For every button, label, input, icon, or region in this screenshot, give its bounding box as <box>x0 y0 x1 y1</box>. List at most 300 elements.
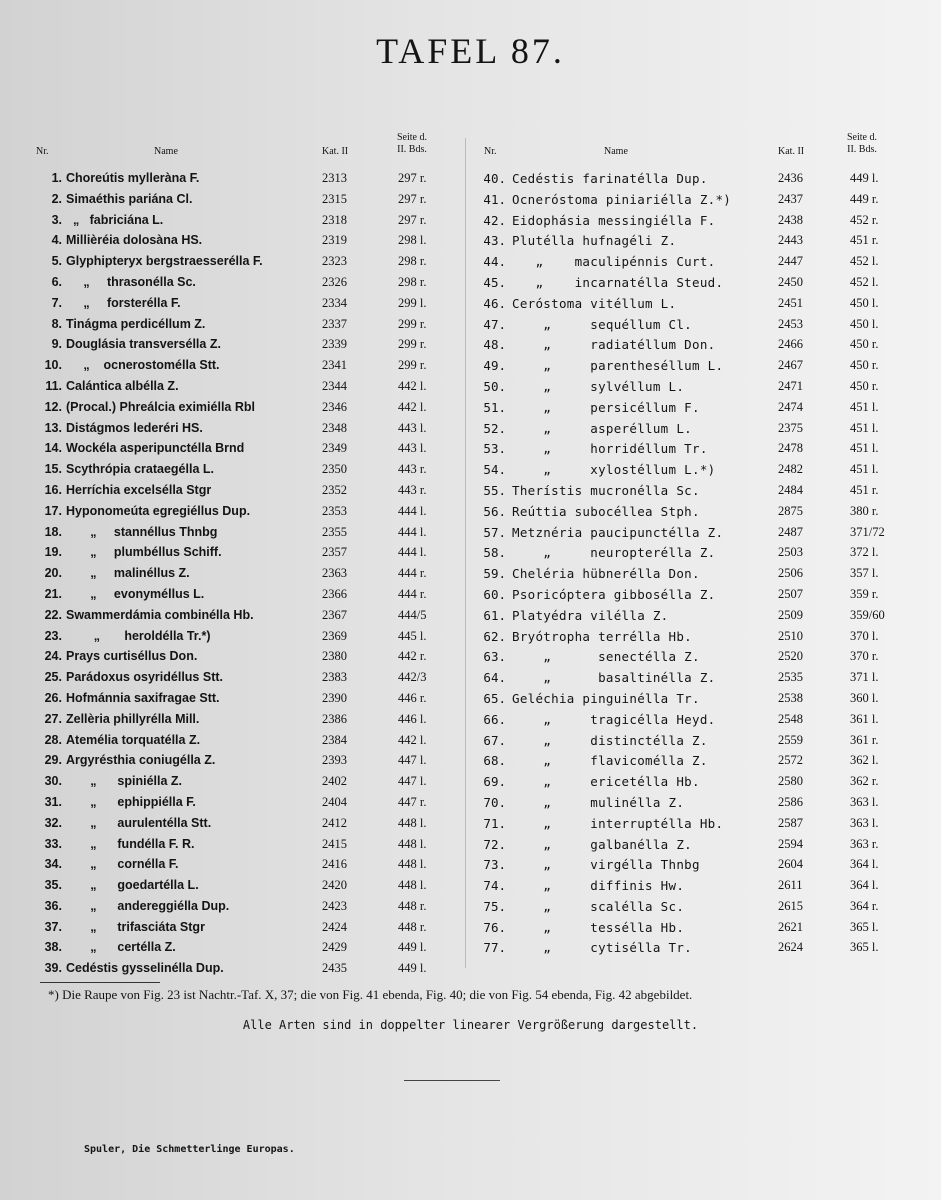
species-name: Scythrópia crataegélla L. <box>66 462 214 477</box>
page-reference: 299 r. <box>398 337 427 352</box>
row-number: 37. <box>44 919 62 934</box>
row-number: 18. <box>44 524 62 539</box>
catalog-number: 2355 <box>322 524 347 539</box>
page-reference: 446 l. <box>398 711 427 726</box>
species-name: „ tessélla Hb. <box>512 919 685 935</box>
table-row <box>30 272 450 293</box>
row-number: 23. <box>44 628 62 643</box>
page-reference: 443 l. <box>398 420 427 435</box>
species-name: Cedéstis gysselinélla Dup. <box>66 961 224 976</box>
catalog-number: 2352 <box>322 482 347 497</box>
row-number: 34. <box>44 857 62 872</box>
species-table-right <box>478 128 918 958</box>
catalog-number: 2375 <box>778 420 803 435</box>
table-row <box>478 917 918 938</box>
separator-rule <box>404 1080 500 1081</box>
catalog-number: 2383 <box>322 670 347 685</box>
row-number: 17. <box>44 503 62 518</box>
page-reference: 444 r. <box>398 566 427 581</box>
catalog-number: 2535 <box>778 670 803 685</box>
row-number: 54. <box>483 462 506 478</box>
table-row <box>478 522 918 543</box>
species-name: Ocneróstoma piniariélla Z.*) <box>512 191 732 207</box>
species-name: „ parentheséllum L. <box>512 358 724 374</box>
species-name: Psoricóptera gibbosélla Z. <box>512 586 716 602</box>
page-reference: 443 r. <box>398 482 427 497</box>
table-row <box>478 480 918 501</box>
footnote: *) Die Raupe von Fig. 23 ist Nachtr.-Taf. X, 37; die von Fig. 41 ebenda, Fig. 40; die von Fig. 54 ebenda, Fig. 42 abgebildet. <box>48 987 693 1002</box>
header-name: Name <box>154 146 178 157</box>
row-number: 35. <box>44 878 62 893</box>
page-reference: 359/60 <box>850 607 885 622</box>
row-number: 67. <box>483 732 506 748</box>
row-number: 71. <box>483 815 506 831</box>
catalog-number: 2313 <box>322 171 347 185</box>
species-name: „ thrasonélla Sc. <box>66 274 196 289</box>
catalog-number: 2471 <box>778 378 803 393</box>
table-row <box>30 750 450 771</box>
species-name: „ plumbéllus Schiff. <box>66 545 222 560</box>
row-number: 43. <box>483 233 506 249</box>
table-row <box>30 480 450 501</box>
species-name: „ spiniélla Z. <box>66 774 182 789</box>
row-number: 63. <box>483 649 506 665</box>
row-number: 48. <box>483 337 506 353</box>
page-reference: 444 r. <box>398 586 427 601</box>
catalog-number: 2424 <box>322 919 347 934</box>
table-header <box>478 128 918 168</box>
header-seite-line1: Seite d. <box>847 132 877 143</box>
table-row <box>30 584 450 605</box>
catalog-number: 2357 <box>322 545 347 560</box>
table-row <box>478 937 918 958</box>
row-number: 24. <box>44 649 62 664</box>
catalog-number: 2478 <box>778 441 803 456</box>
page-reference: 364 l. <box>850 878 879 893</box>
footnote-rule <box>40 982 160 983</box>
row-number: 10. <box>44 358 62 373</box>
row-number: 72. <box>483 836 506 852</box>
table-row <box>30 293 450 314</box>
row-number: 73. <box>483 857 506 873</box>
catalog-number: 2350 <box>322 462 347 477</box>
catalog-number: 2348 <box>322 420 347 435</box>
row-number: 53. <box>483 441 506 457</box>
catalog-number: 2341 <box>322 358 347 373</box>
table-row <box>30 522 450 543</box>
page-reference: 365 l. <box>850 940 879 955</box>
page-reference: 448 l. <box>398 857 427 872</box>
table-row <box>30 813 450 834</box>
header-kat: Kat. II <box>778 146 805 157</box>
species-name: Millièréia dolosàna HS. <box>66 233 203 248</box>
header-seite-line1: Seite d. <box>397 132 427 143</box>
page-reference: 447 l. <box>398 774 427 789</box>
species-name: Parádoxus osyridéllus Stt. <box>66 670 223 685</box>
page-reference: 452 l. <box>850 254 879 269</box>
catalog-number: 2337 <box>322 316 347 331</box>
table-row <box>30 189 450 210</box>
page-reference: 448 r. <box>398 898 427 913</box>
table-row <box>478 459 918 480</box>
page-reference: 448 r. <box>398 919 427 934</box>
catalog-number: 2366 <box>322 586 347 601</box>
species-name: „ fundélla F. R. <box>66 836 195 851</box>
row-number: 5. <box>51 254 62 269</box>
species-name: „ basaltinélla Z. <box>512 670 716 686</box>
page-reference: 363 l. <box>850 815 879 830</box>
species-name: „ ocnerostomélla Stt. <box>66 358 220 373</box>
species-name: Zellèria phillyrélla Mill. <box>66 711 200 726</box>
page-reference: 442 r. <box>398 649 427 664</box>
species-name: „ stannéllus Thnbg <box>66 524 218 539</box>
species-name: „ horridéllum Tr. <box>512 441 708 457</box>
page-reference: 452 l. <box>850 274 879 289</box>
table-row <box>478 293 918 314</box>
catalog-number: 2604 <box>778 857 803 872</box>
page-reference: 442 l. <box>398 399 427 414</box>
row-number: 59. <box>483 566 506 582</box>
catalog-number: 2384 <box>322 732 347 747</box>
row-number: 41. <box>483 191 506 207</box>
catalog-number: 2467 <box>778 358 803 373</box>
row-number: 1. <box>51 171 62 185</box>
page-reference: 370 l. <box>850 628 879 643</box>
page-reference: 371 l. <box>850 670 879 685</box>
page-reference: 442/3 <box>398 670 427 685</box>
species-name: Argyrésthia coniugélla Z. <box>66 753 216 768</box>
row-number: 32. <box>44 815 62 830</box>
table-row <box>30 688 450 709</box>
row-number: 39. <box>44 961 62 976</box>
species-name: „ fabriciána L. <box>66 212 164 227</box>
species-name: „ maculipénnis Curt. <box>512 254 716 270</box>
table-row <box>30 917 450 938</box>
species-name: Swammerdámia combinélla Hb. <box>66 607 254 622</box>
catalog-number: 2447 <box>778 254 803 269</box>
catalog-number: 2344 <box>322 378 347 393</box>
species-name: Cedéstis farinatélla Dup. <box>512 171 708 186</box>
table-row <box>478 210 918 231</box>
species-name: „ certélla Z. <box>66 940 176 955</box>
catalog-number: 2548 <box>778 711 803 726</box>
catalog-number: 2339 <box>322 337 347 352</box>
page-reference: 448 l. <box>398 815 427 830</box>
species-name: „ xylostéllum L.*) <box>512 462 716 478</box>
table-row <box>30 834 450 855</box>
species-name: „ sylvéllum L. <box>512 378 685 394</box>
species-name: „ flavicomélla Z. <box>512 753 708 769</box>
table-row <box>478 771 918 792</box>
species-name: Calántica albélla Z. <box>66 378 179 393</box>
table-row <box>478 272 918 293</box>
catalog-number: 2319 <box>322 233 347 248</box>
species-name: Prays curtiséllus Don. <box>66 649 198 664</box>
catalog-number: 2506 <box>778 566 803 581</box>
table-row <box>478 626 918 647</box>
page-reference: 443 r. <box>398 462 427 477</box>
row-number: 33. <box>44 836 62 851</box>
header-seite-line2: II. Bds. <box>397 144 427 155</box>
species-name: Hofmánnia saxifragae Stt. <box>66 690 220 705</box>
catalog-number: 2386 <box>322 711 347 726</box>
table-row <box>478 896 918 917</box>
table-row <box>30 875 450 896</box>
page-reference: 449 l. <box>850 171 879 185</box>
species-table-left <box>30 128 450 979</box>
table-row <box>478 542 918 563</box>
species-list-left <box>30 168 450 979</box>
page-reference: 372 l. <box>850 545 879 560</box>
catalog-number: 2572 <box>778 753 803 768</box>
page-reference: 451 l. <box>850 441 879 456</box>
table-row <box>478 189 918 210</box>
header-nr: Nr. <box>484 146 497 157</box>
column-divider <box>465 138 466 968</box>
species-name: „ scalélla Sc. <box>512 898 685 914</box>
row-number: 6. <box>51 274 62 289</box>
catalog-number: 2369 <box>322 628 347 643</box>
row-number: 2. <box>51 191 62 206</box>
species-name: „ trifasciáta Stgr <box>66 919 205 934</box>
catalog-number: 2503 <box>778 545 803 560</box>
table-row <box>478 438 918 459</box>
page-reference: 452 r. <box>850 212 879 227</box>
catalog-number: 2423 <box>322 898 347 913</box>
catalog-number: 2334 <box>322 295 347 310</box>
species-name: „ diffinis Hw. <box>512 878 685 894</box>
row-number: 27. <box>44 711 62 726</box>
catalog-number: 2453 <box>778 316 803 331</box>
catalog-number: 2507 <box>778 586 803 601</box>
species-name: Herríchia excelsélla Stgr <box>66 482 212 497</box>
table-row <box>30 605 450 626</box>
row-number: 3. <box>51 212 62 227</box>
row-number: 56. <box>483 503 506 519</box>
row-number: 58. <box>483 545 506 561</box>
page-reference: 361 r. <box>850 732 879 747</box>
table-row <box>478 230 918 251</box>
page-reference: 449 l. <box>398 961 427 976</box>
table-row <box>30 646 450 667</box>
table-row <box>30 168 450 189</box>
row-number: 4. <box>51 233 62 248</box>
species-name: Cheléria hübnerélla Don. <box>512 566 700 582</box>
page-reference: 451 l. <box>850 399 879 414</box>
table-row <box>478 605 918 626</box>
species-name: Distágmos lederéri HS. <box>66 420 203 435</box>
page-reference: 449 r. <box>850 191 879 206</box>
catalog-number: 2509 <box>778 607 803 622</box>
page-reference: 447 l. <box>398 753 427 768</box>
page-title: TAFEL 87. <box>376 31 565 71</box>
header-seite-line2: II. Bds. <box>847 144 877 155</box>
catalog-number: 2443 <box>778 233 803 248</box>
catalog-number: 2429 <box>322 940 347 955</box>
row-number: 28. <box>44 732 62 747</box>
page-reference: 298 r. <box>398 254 427 269</box>
row-number: 46. <box>483 295 506 311</box>
row-number: 60. <box>483 586 506 602</box>
table-row <box>478 397 918 418</box>
species-name: Tinágma perdicéllum Z. <box>66 316 206 331</box>
table-row <box>30 251 450 272</box>
table-row <box>30 542 450 563</box>
table-row <box>30 438 450 459</box>
page-reference: 364 l. <box>850 857 879 872</box>
page-reference: 364 r. <box>850 898 879 913</box>
table-row <box>478 168 918 189</box>
catalog-number: 2402 <box>322 774 347 789</box>
table-row <box>30 709 450 730</box>
row-number: 16. <box>44 482 62 497</box>
table-row <box>478 750 918 771</box>
table-row <box>30 563 450 584</box>
table-row <box>478 376 918 397</box>
table-row <box>478 834 918 855</box>
page-reference: 362 r. <box>850 774 879 789</box>
species-name: „ cornélla F. <box>66 857 179 872</box>
row-number: 61. <box>483 607 506 623</box>
page-reference: 451 l. <box>850 462 879 477</box>
table-row <box>478 875 918 896</box>
page-reference: 442 l. <box>398 732 427 747</box>
row-number: 15. <box>44 462 62 477</box>
header-kat: Kat. II <box>322 146 349 157</box>
page-reference: 365 l. <box>850 919 879 934</box>
row-number: 75. <box>483 898 506 914</box>
row-number: 42. <box>483 212 506 228</box>
catalog-number: 2611 <box>778 878 803 893</box>
species-name: Plutélla hufnagéli Z. <box>512 233 677 249</box>
species-name: „ asperéllum L. <box>512 420 692 436</box>
row-number: 62. <box>483 628 506 644</box>
page-reference: 451 r. <box>850 233 879 248</box>
table-row <box>478 418 918 439</box>
catalog-number: 2390 <box>322 690 347 705</box>
row-number: 25. <box>44 670 62 685</box>
header-seite <box>838 132 886 156</box>
table-row <box>478 251 918 272</box>
row-number: 8. <box>51 316 62 331</box>
catalog-number: 2484 <box>778 482 803 497</box>
row-number: 74. <box>483 878 506 894</box>
species-name: Douglásia transversélla Z. <box>66 337 221 352</box>
species-name: „ evonyméllus L. <box>66 586 205 601</box>
row-number: 52. <box>483 420 506 436</box>
page-reference: 363 l. <box>850 794 879 809</box>
species-name: Geléchia pinguinélla Tr. <box>512 690 700 706</box>
table-row <box>30 210 450 231</box>
catalog-number: 2404 <box>322 794 347 809</box>
page-reference: 448 l. <box>398 836 427 851</box>
table-row <box>478 709 918 730</box>
row-number: 68. <box>483 753 506 769</box>
catalog-number: 2450 <box>778 274 803 289</box>
page-reference: 298 r. <box>398 274 427 289</box>
table-row <box>30 771 450 792</box>
page-reference: 371/72 <box>850 524 885 539</box>
row-number: 20. <box>44 566 62 581</box>
row-number: 38. <box>44 940 62 955</box>
catalog-number: 2586 <box>778 794 803 809</box>
catalog-number: 2594 <box>778 836 803 851</box>
table-row <box>478 501 918 522</box>
catalog-number: 2436 <box>778 171 803 185</box>
row-number: 14. <box>44 441 62 456</box>
species-name: „ neuropterélla Z. <box>512 545 716 561</box>
species-name: „ aurulentélla Stt. <box>66 815 212 830</box>
row-number: 50. <box>483 378 506 394</box>
page-reference: 297 r. <box>398 191 427 206</box>
page-reference: 299 r. <box>398 358 427 373</box>
page-reference: 446 r. <box>398 690 427 705</box>
row-number: 26. <box>44 690 62 705</box>
row-number: 11. <box>45 378 62 393</box>
row-number: 21. <box>44 586 62 601</box>
catalog-number: 2346 <box>322 399 347 414</box>
page-reference: 359 r. <box>850 586 879 601</box>
species-name: „ senectélla Z. <box>512 649 700 665</box>
catalog-number: 2315 <box>322 191 347 206</box>
row-number: 51. <box>483 399 506 415</box>
species-name: Hyponomeúta egregiéllus Dup. <box>66 503 251 518</box>
table-row <box>478 334 918 355</box>
species-name: Reúttia subocéllea Stph. <box>512 503 700 519</box>
species-name: „ forsterélla F. <box>66 295 181 310</box>
catalog-number: 2451 <box>778 295 803 310</box>
species-name: Platyédra vilélla Z. <box>512 607 669 623</box>
catalog-number: 2349 <box>322 441 347 456</box>
table-row <box>30 334 450 355</box>
row-number: 40. <box>483 171 506 186</box>
catalog-number: 2624 <box>778 940 803 955</box>
row-number: 49. <box>483 358 506 374</box>
table-header <box>30 128 450 168</box>
page-reference: 447 r. <box>398 794 427 809</box>
species-name: „ ericetélla Hb. <box>512 774 700 790</box>
row-number: 64. <box>483 670 506 686</box>
row-number: 69. <box>483 774 506 790</box>
table-row <box>478 314 918 335</box>
table-row <box>478 730 918 751</box>
species-name: (Procal.) Phreálcia eximiélla Rbl <box>66 399 255 414</box>
species-name: „ distinctélla Z. <box>512 732 708 748</box>
table-row <box>478 563 918 584</box>
table-row <box>478 646 918 667</box>
table-row <box>478 355 918 376</box>
table-row <box>478 813 918 834</box>
page-reference: 363 r. <box>850 836 879 851</box>
page-reference: 357 l. <box>850 566 879 581</box>
table-row <box>30 730 450 751</box>
species-name: „ radiatéllum Don. <box>512 337 716 353</box>
species-name: „ ephippiélla F. <box>66 794 196 809</box>
header-seite <box>388 132 436 156</box>
page-reference: 450 r. <box>850 337 879 352</box>
catalog-number: 2412 <box>322 815 347 830</box>
catalog-number: 2875 <box>778 503 803 518</box>
catalog-number: 2520 <box>778 649 803 664</box>
catalog-number: 2615 <box>778 898 803 913</box>
species-name: „ galbanélla Z. <box>512 836 692 852</box>
row-number: 12. <box>44 399 62 414</box>
row-number: 22. <box>44 607 62 622</box>
species-name: Therístis mucronélla Sc. <box>512 482 700 498</box>
row-number: 9. <box>51 337 62 352</box>
catalog-number: 2416 <box>322 857 347 872</box>
species-name: „ persicéllum F. <box>512 399 700 415</box>
